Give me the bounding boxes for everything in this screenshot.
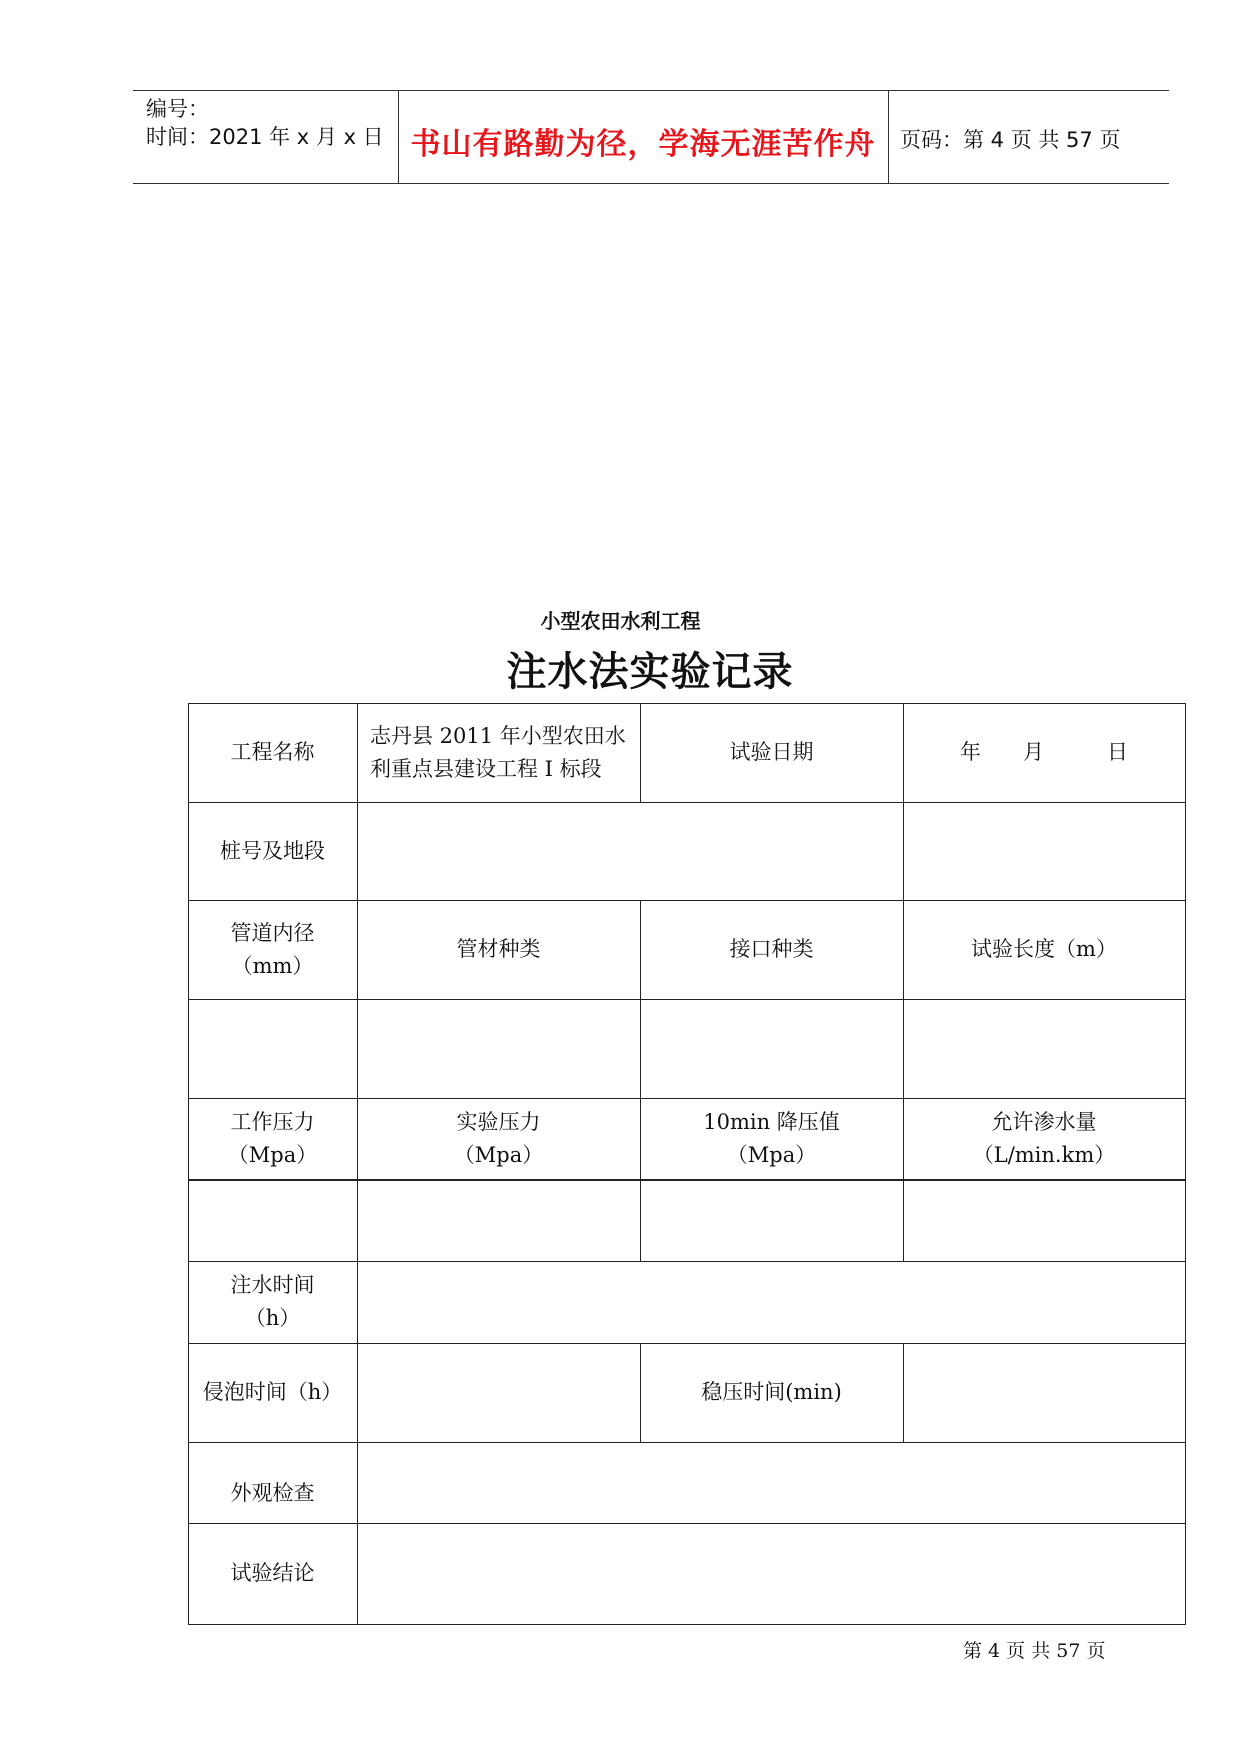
injection-time-label: 注水时间（h） xyxy=(230,1273,315,1330)
station-label: 桩号及地段 xyxy=(220,838,325,863)
stabilization-time-label: 稳压时间(min) xyxy=(701,1380,842,1404)
test-length-value-cell[interactable] xyxy=(903,999,1185,1098)
header-number-label: 编号： xyxy=(146,97,209,121)
header-divider-right xyxy=(888,90,889,183)
soak-time-label: 侵泡时间（h） xyxy=(202,1380,343,1404)
allowable-seepage-value-cell[interactable] xyxy=(903,1179,1185,1261)
header-page-label: 页码：第 4 页 共 57 页 xyxy=(900,128,1121,152)
project-name-value: 志丹县 2011 年小型农田水利重点县建设工程 I 标段 xyxy=(370,723,626,781)
test-length-label: 试验长度（m） xyxy=(971,937,1117,961)
working-pressure-value-cell[interactable] xyxy=(188,1179,357,1261)
pipe-diameter-value-cell[interactable] xyxy=(188,999,357,1098)
station-extra-cell[interactable] xyxy=(903,802,1185,900)
header-time-label: 时间：2021 年 x 月 x 日 xyxy=(146,125,384,149)
conclusion-label: 试验结论 xyxy=(230,1561,315,1585)
test-date-value: 年 月 日 xyxy=(960,740,1128,764)
header-top-rule xyxy=(133,90,1169,91)
station-value-cell[interactable] xyxy=(357,802,903,900)
pressure-drop-value-cell[interactable] xyxy=(640,1179,903,1261)
conclusion-value-cell[interactable] xyxy=(357,1523,1185,1624)
joint-type-value-cell[interactable] xyxy=(640,999,903,1098)
test-record-table xyxy=(188,703,1186,1625)
pipe-material-value-cell[interactable] xyxy=(357,999,640,1098)
test-date-label: 试验日期 xyxy=(729,740,814,764)
header-slogan: 书山有路勤为径，学海无涯苦作舟 xyxy=(410,127,876,162)
pipe-material-label: 管材种类 xyxy=(456,937,541,961)
document-subtitle: 小型农田水利工程 xyxy=(540,609,701,633)
visual-check-label: 外观检查 xyxy=(230,1481,315,1505)
working-pressure-label: 工作压力（Mpa） xyxy=(227,1109,318,1167)
project-name-label: 工程名称 xyxy=(230,740,315,764)
header-bottom-rule xyxy=(133,183,1169,184)
injection-time-value-cell[interactable] xyxy=(357,1261,1185,1343)
allowable-seepage-label: 允许渗水量（L/min.km） xyxy=(972,1109,1116,1167)
test-pressure-label: 实验压力（Mpa） xyxy=(453,1109,544,1167)
pipe-diameter-label: 管道内径（mm） xyxy=(230,920,315,978)
pressure-drop-label: 10min 降压值（Mpa） xyxy=(703,1109,840,1167)
test-pressure-value-cell[interactable] xyxy=(357,1179,640,1261)
stabilization-time-value-cell[interactable] xyxy=(903,1343,1185,1442)
soak-time-value-cell[interactable] xyxy=(357,1343,640,1442)
visual-check-value-cell[interactable] xyxy=(357,1442,1185,1523)
page-footer: 第 4 页 共 57 页 xyxy=(963,1640,1106,1662)
document-title: 注水法实验记录 xyxy=(506,649,794,695)
joint-type-label: 接口种类 xyxy=(729,937,814,961)
